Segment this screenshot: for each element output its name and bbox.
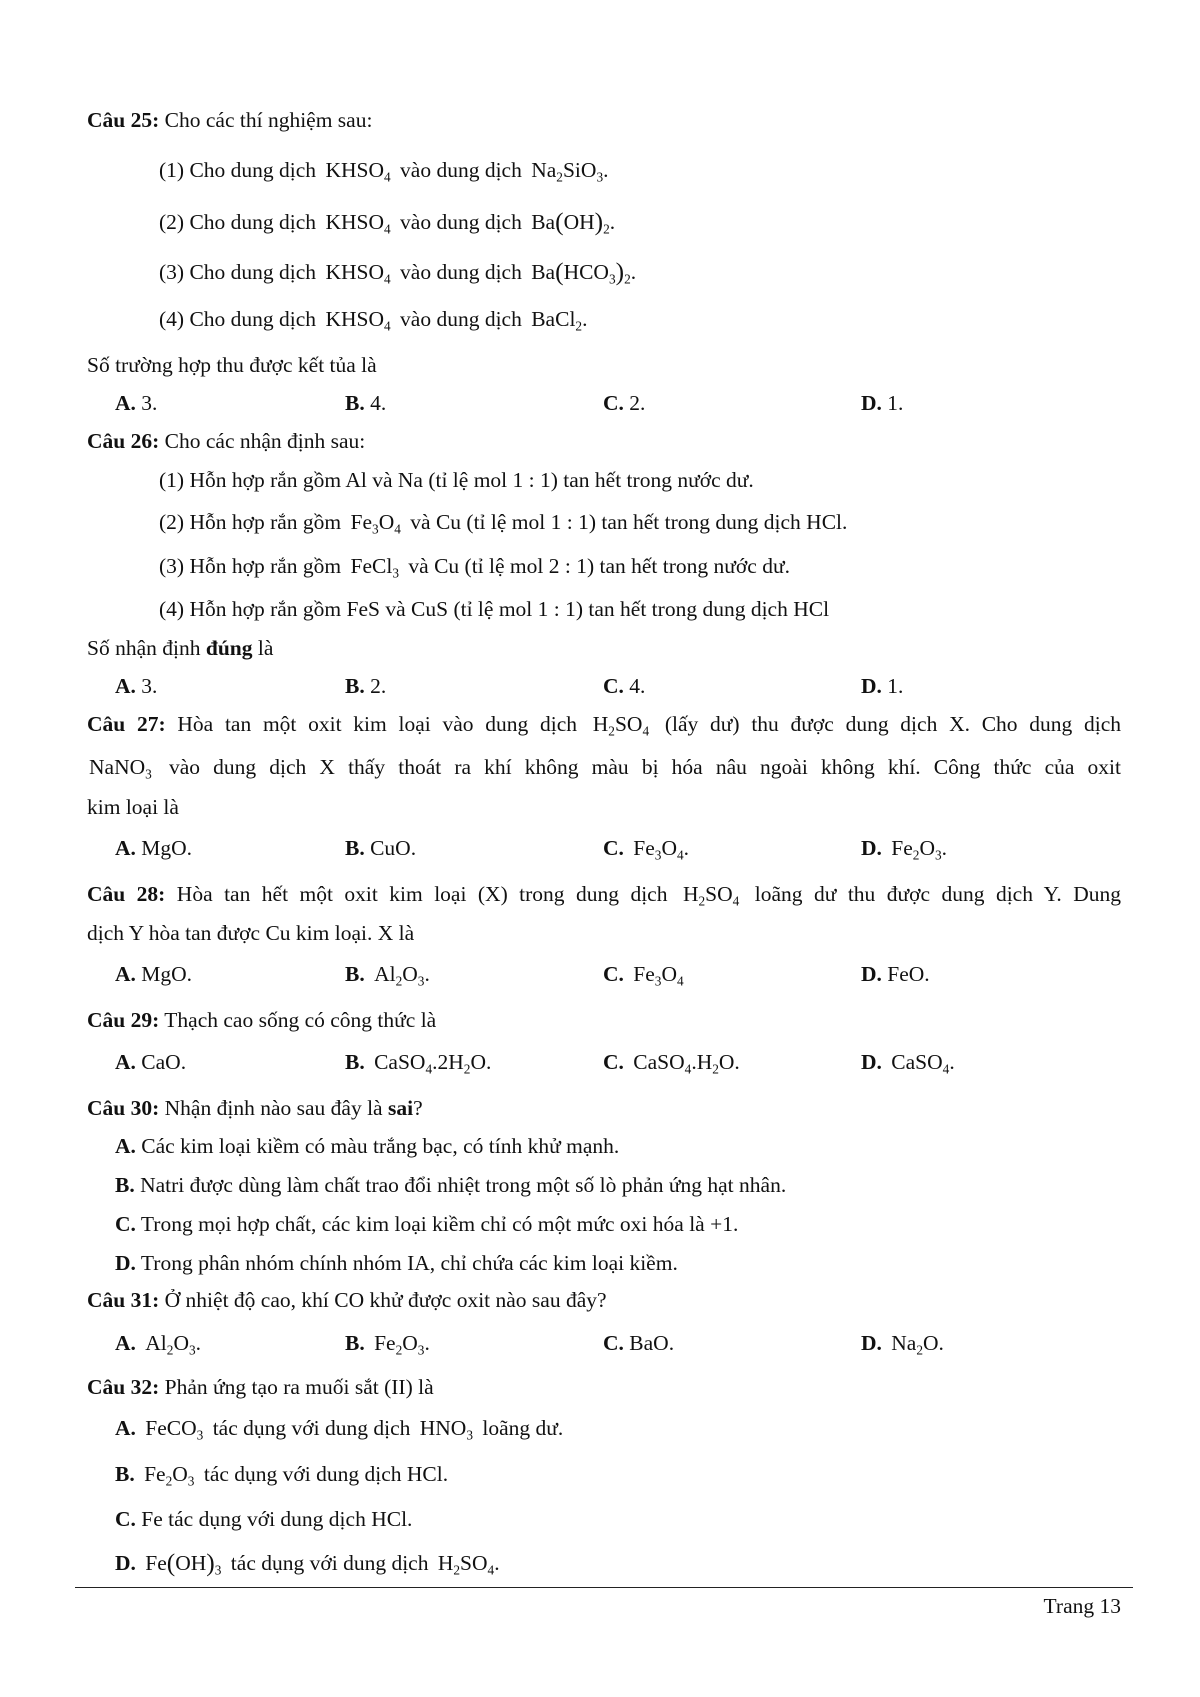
formula-h2so4: $H_2SO_4$ (682, 882, 740, 909)
q26-item-4: (4) Hỗn hợp rắn gồm FeS và CuS (tỉ lệ mol 1 : 1) tan hết trong dung dịch HCl (159, 597, 830, 621)
q25-stem: Cho các thí nghiệm sau: (164, 108, 373, 132)
formula-nano3: NaNO$_3$ (89, 755, 152, 782)
q26-number: Câu 26: (87, 429, 160, 453)
q31-option-a[interactable]: A. $Al_2O_3$. (115, 1331, 202, 1358)
q26-option-b[interactable]: B. 2. (345, 674, 387, 698)
q32-option-d[interactable]: D. $Fe(OH)_3$ tác dụng với dung dịch $H_2SO_4$. (115, 1549, 500, 1578)
q25-question: Số trường hợp thu được kết tủa là (87, 353, 377, 377)
q28-number: Câu 28: (87, 882, 166, 906)
formula-khso4: $KHSO_4$ (325, 158, 391, 185)
q30-option-c[interactable]: C. Trong mọi hợp chất, các kim loại kiềm chỉ có một mức oxi hóa là +1. (115, 1212, 739, 1236)
q25-item-2: (2) Cho dung dịch $KHSO_4$ vào dung dịch $Ba(OH)_2$. (159, 208, 616, 237)
q25-header (87, 110, 372, 132)
formula-bahco32: $Ba(HCO_3)_2$. (531, 258, 637, 287)
q27-option-c[interactable]: C. $Fe_3O_4$. (603, 836, 690, 863)
q26-stem: Cho các nhận định sau: (164, 429, 366, 453)
formula-fecl3: FeCl$_3$ (350, 554, 400, 581)
q25-number: Câu 25: (87, 108, 160, 132)
q26-item-3: (3) Hỗn hợp rắn gồm FeCl$_3$ và Cu (tỉ lệ mol 2 : 1) tan hết trong nước dư. (159, 554, 790, 581)
q28-option-c[interactable]: C. $Fe_3O_4$ (603, 962, 684, 989)
q27-line-1: Câu 27: Hòa tan một oxit kim loại vào dung dịch $H_2SO_4$ (lấy dư) thu được dung dịch X. Cho dung dịch (87, 712, 1122, 739)
q26-option-c[interactable]: C. 4. (603, 674, 646, 698)
q26-option-d[interactable]: D. 1. (861, 674, 904, 698)
q32-option-b[interactable]: B. $Fe_2O_3$ tác dụng với dung dịch HCl. (115, 1462, 449, 1489)
q25-option-b[interactable]: B. 4. (345, 391, 387, 415)
q27-line-2: NaNO$_3$ vào dung dịch X thấy thoát ra khí không màu bị hóa nâu ngoài không khí. Công thức của oxit (89, 755, 1122, 782)
q28-option-a[interactable]: A. MgO. (115, 962, 193, 986)
q25-item-4: (4) Cho dung dịch $KHSO_4$ vào dung dịch BaCl$_2$. (159, 307, 588, 334)
q25-item-1: (1) Cho dung dịch $KHSO_4$ vào dung dịch $Na_2SiO_3$. (159, 158, 609, 185)
q30-option-b[interactable]: B. Natri được dùng làm chất trao đổi nhiệt trong một số lò phản ứng hạt nhân. (115, 1173, 787, 1197)
formula-khso4: $KHSO_4$ (325, 260, 391, 287)
q25-item-3: (3) Cho dung dịch $KHSO_4$ vào dung dịch $Ba(HCO_3)_2$. (159, 258, 637, 287)
q31-stem: Ở nhiệt độ cao, khí CO khử được oxit nào sau đây? (164, 1288, 607, 1312)
formula-na2sio3: $Na_2SiO_3$. (531, 158, 609, 185)
q32-number: Câu 32: (87, 1375, 160, 1399)
formula-bacl2: BaCl$_2$. (531, 307, 588, 334)
q31-number: Câu 31: (87, 1288, 160, 1312)
q25-option-d[interactable]: D. 1. (861, 391, 904, 415)
q28-option-d[interactable]: D. FeO. (861, 962, 930, 986)
q29-option-b[interactable]: B. $CaSO_4.2H_2O$. (345, 1050, 492, 1077)
q26-option-a[interactable]: A. 3. (115, 674, 158, 698)
q28-option-b[interactable]: B. $Al_2O_3$. (345, 962, 430, 989)
q31-option-d[interactable]: D. $Na_2O$. (861, 1331, 944, 1358)
q29-number: Câu 29: (87, 1008, 160, 1032)
q26-item-2: (2) Hỗn hợp rắn gồm $Fe_3O_4$ và Cu (tỉ lệ mol 1 : 1) tan hết trong dung dịch HCl. (159, 510, 848, 537)
formula-fe3o4: $Fe_3O_4$ (350, 510, 401, 537)
q31-option-c[interactable]: C. BaO. (603, 1331, 675, 1355)
formula-baoh2: $Ba(OH)_2$. (531, 208, 616, 237)
q27-number: Câu 27: (87, 712, 166, 736)
q28-line-2: dịch Y hòa tan được Cu kim loại. X là (87, 921, 415, 945)
q27-option-a[interactable]: A. MgO. (115, 836, 193, 860)
q26-item-1: (1) Hỗn hợp rắn gồm Al và Na (tỉ lệ mol 1 : 1) tan hết trong nước dư. (159, 468, 754, 492)
q28-line-1: Câu 28: Hòa tan hết một oxit kim loại (X) trong dung dịch $H_2SO_4$ loãng dư thu được dung dịch Y. Dung (87, 882, 1121, 909)
q25-option-a[interactable]: A. 3. (115, 391, 158, 415)
q30-header: Câu 30: Nhận định nào sau đây là sai? (87, 1096, 423, 1120)
formula-khso4: $KHSO_4$ (325, 210, 391, 237)
q26-header (87, 431, 365, 453)
q25-option-c[interactable]: C. 2. (603, 391, 646, 415)
q30-number: Câu 30: (87, 1096, 160, 1120)
footer-divider (75, 1587, 1133, 1588)
q30-option-d[interactable]: D. Trong phân nhóm chính nhóm IA, chỉ chứa các kim loại kiềm. (115, 1251, 678, 1275)
q26-question: Số nhận định đúng là (87, 636, 274, 660)
q32-stem: Phản ứng tạo ra muối sắt (II) là (164, 1375, 434, 1399)
formula-h2so4: $H_2SO_4$ (592, 712, 650, 739)
q32-option-a[interactable]: A. FeCO$_3$ tác dụng với dung dịch $HNO_3$ loãng dư. (115, 1416, 564, 1443)
formula-khso4: $KHSO_4$ (325, 307, 391, 334)
q27-option-b[interactable]: B. CuO. (345, 836, 417, 860)
q31-option-b[interactable]: B. $Fe_2O_3$. (345, 1331, 430, 1358)
q29-option-a[interactable]: A. CaO. (115, 1050, 187, 1074)
q29-option-c[interactable]: C. $CaSO_4.H_2O$. (603, 1050, 740, 1077)
q27-option-d[interactable]: D. $Fe_2O_3$. (861, 836, 948, 863)
q29-option-d[interactable]: D. CaSO$_4$. (861, 1050, 955, 1077)
page-number: Trang 13 (1043, 1594, 1121, 1618)
q29-stem: Thạch cao sống có công thức là (164, 1008, 437, 1032)
q30-option-a[interactable]: A. Các kim loại kiềm có màu trắng bạc, có tính khử mạnh. (115, 1134, 620, 1158)
q32-option-c[interactable]: C. Fe tác dụng với dung dịch HCl. (115, 1507, 413, 1531)
q27-line-3: kim loại là (87, 795, 179, 819)
q32-header (87, 1377, 434, 1399)
q31-header (87, 1290, 607, 1312)
q29-header (87, 1010, 436, 1032)
